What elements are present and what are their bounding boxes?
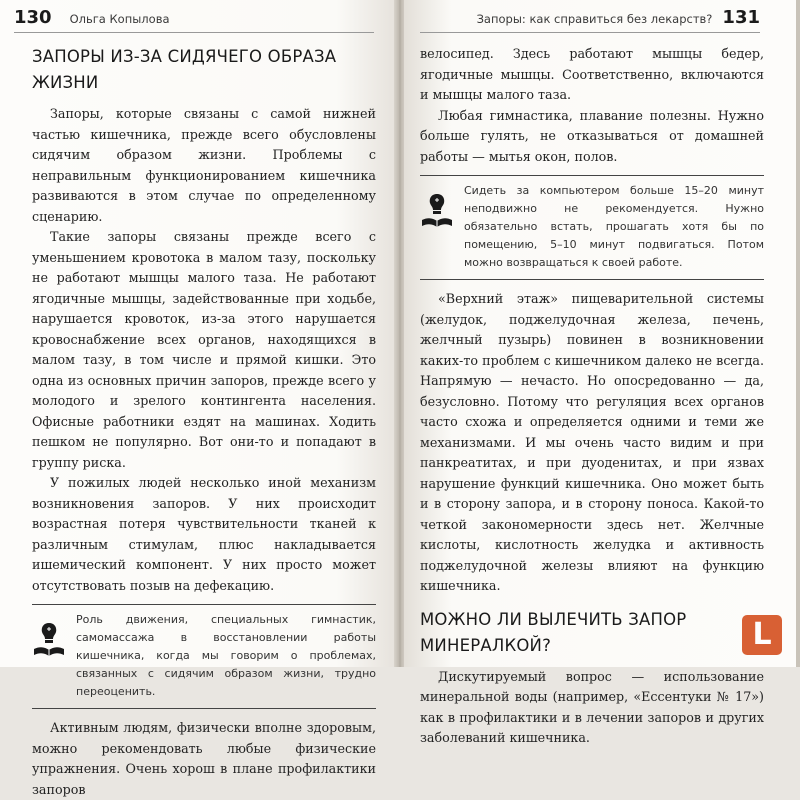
paragraph: Любая гимнастика, плавание полезны. Нужно больше гулять, не отказываться от домашней работы — мытья окон, полов. — [420, 107, 764, 164]
tip-callout — [420, 175, 764, 280]
paragraph: У пожилых людей несколько иной механизм возникновения запоров. У них происходит возрастная потеря чувствительности тканей к различным стимулам, плюс накладывается ишемический компонент. У них просто может отсутствовать позыв на дефекацию. — [32, 475, 376, 593]
publisher-logo: L — [742, 615, 782, 655]
lamp-on-book-icon — [420, 190, 454, 230]
author-name: Ольга Копылова — [69, 12, 170, 26]
paragraph: Дискутируемый вопрос — использование минеральной воды (например, «Ессентуки № 17») как в профилактики и в лечении запоров и других заболеваний кишечника. — [420, 668, 764, 745]
paragraph: велосипед. Здесь работают мышцы бедер, ягодичные мышцы. Соответственно, включаются и мышцы малого таза. — [420, 46, 764, 102]
left-running-header — [14, 7, 170, 29]
paragraph: Активным людям, физически вполне здоровым, можно рекомендовать любые физические упражнения. Очень хорош в плане профилактики запоров — [32, 720, 376, 797]
page-edge — [796, 0, 800, 667]
lamp-on-book-icon — [32, 619, 66, 659]
paragraph: Запоры, которые связаны с самой нижней частью кишечника, прежде всего обусловлены сидячим образом жизни. Проблемы с неправильным функционированием кишечника развиваются в этом случае по определенному сценарию. — [32, 106, 376, 224]
paragraph: «Верхний этаж» пищеварительной системы (желудок, поджелудочная железа, печень, желчный пузырь) повинен в возникновении каких-то проблем с кишечником далеко не всегда. Напрямую — нечасто. Но опосредованно — да, безусловно. Потому что регуляция всех органов часто схожа и определяется одними и теми же механизмами. И мы очень часто видим и при панкреатитах, и при дуоденитах, и при язвах нарушение функций кишечника. Оно может быть и в сторону запора, и в сторону поноса. Какой-то четкой закономерности здесь нет. Желчные кислоты, кислотность желудка и активность поджелудочной железы влияют на функцию кишечника. — [420, 291, 764, 593]
callout-text: Сидеть за компьютером больше 15–20 минут неподвижно не рекомендуется. Нужно обязательно встать, прошагать хотя бы по помещению, 5–10 минут подвигаться. Потом можно возвращаться к своей работе. — [464, 184, 764, 269]
right-content — [420, 38, 764, 749]
paragraph: Такие запоры связаны прежде всего с уменьшением кровотока в малом тазу, поскольку не работают мышцы малого таза. Не работают ягодичные мышцы, задействованные при ходьбе, нарушается кровоток, из-за этого нарушается кровоснабжение всех органов, находящихся в малом тазу, в том числе и прямой кишки. Это одна из основных причин запоров, прежде всего у молодого и зрелого контингента населения. Офисные работники ездят на машинах. Ходить пешком не популярно. Вот они-то и попадают в группу риска. — [32, 229, 376, 470]
right-page — [404, 0, 800, 745]
page-number: 131 — [722, 7, 760, 28]
section-heading: МОЖНО ЛИ ВЫЛЕЧИТЬ ЗАПОР МИНЕРАЛКОЙ? — [420, 609, 687, 655]
left-content — [32, 38, 376, 800]
book-title: Запоры: как справиться без лекарств? — [476, 12, 713, 26]
callout-text: Роль движения, специальных гимнастик, самомассажа в восстановлении работы кишечника, когда мы говорим о проблемах, связанных с сидячим образом жизни, трудно переоценить. — [76, 613, 376, 698]
tip-callout — [32, 604, 376, 709]
header-rule — [14, 32, 374, 33]
right-running-header — [477, 7, 760, 29]
page-number: 130 — [14, 7, 52, 28]
header-rule — [420, 32, 760, 33]
left-page — [0, 0, 396, 797]
section-heading: ЗАПОРЫ ИЗ-ЗА СИДЯЧЕГО ОБРАЗА ЖИЗНИ — [32, 47, 337, 92]
